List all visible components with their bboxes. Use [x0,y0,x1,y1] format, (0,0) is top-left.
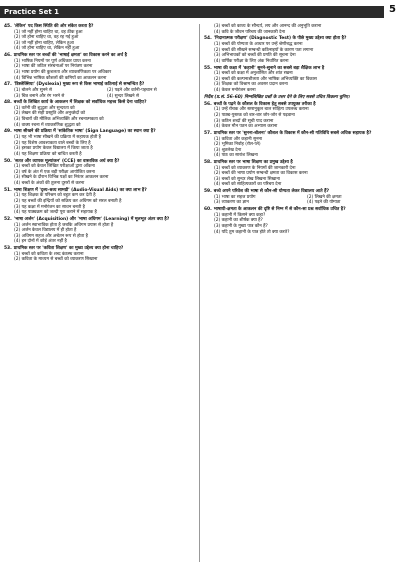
practice-set-label: Practice Set 1 [4,8,59,16]
option-list [204,24,396,35]
question-text: प्राथमिक स्तर पर भाषा शिक्षण का प्रमुख उद्देश्य है [213,160,293,166]
question-number: 59. [204,189,212,195]
question-text: 'लेकिन' पद किस स्थिति की ओर संकेत करता है? [13,24,94,29]
option-list [4,193,196,215]
answer-option: (2) बच्चों की सीखने सम्बन्धी कठिनाइयों के कारण पता लगाना [214,47,314,53]
answer-option: (4) बच्चों को साहित्यकारों का परिचय देना [214,182,282,188]
answer-option: (3) व्याकरण का ज्ञान [214,200,249,206]
answer-option: (4) यदि तुम कहानी के पात्र होते तो क्या करते? [214,229,290,235]
option-list [204,71,396,93]
answer-option: (1) बच्चों को केवल लिखित परीक्षाओं द्वारा आँकना [14,164,95,170]
answer-option: (4) विभिन्न भाषिक कौशलों की कमियों का आकलन करना [14,75,107,81]
answer-option: (3) जो नहीं होना चाहिए, लेकिन हुआ [14,40,74,46]
question-item [4,246,196,263]
question-number: 49. [4,129,12,135]
answer-option: (1) जो नहीं होना चाहिए था, वह ठीक हुआ [14,29,83,35]
question-text: 'भाषा अर्जन' (Acquisition) और 'भाषा अधिगम' (Learning) में मूलभूत अंतर क्या है? [13,216,170,222]
answer-option: (4) वार्षिक परीक्षा के लिए अंक निर्धारित करना [214,58,289,64]
answer-option: (2) बच्चों की कल्पनाशीलता और भाषिक अभिव्यक्ति का विकास [214,76,317,82]
answer-option: (1) बच्चों को कक्षा में अनुशासित और शांत रखना [214,71,293,77]
answer-option: (2) कहानी का शीर्षक क्या है? [214,218,263,224]
option-list [4,223,196,245]
question-text: 'डिस्लेक्सिया' (Dyslexia) मुख्य रूप से किस भाषाई कठिनाई से सम्बन्धित है? [13,82,145,88]
question-text: भाषायी-क्षमता के आकलन की दृष्टि से निम्न में से कौन-सा प्रश्न सर्वाधिक उचित है? [213,207,346,213]
right-column [204,24,396,236]
question-item [204,189,396,206]
answer-option: (2) पाठ्य-पुस्तक को बार-बार जोर-जोर से पढ़वाना [214,112,295,118]
page-header [0,0,400,20]
answer-option: (1) यह भी भाषा सीखने की प्रक्रिया में सहायक होती है [14,135,101,141]
answer-option: (3) बच्चों को काव्य के सौन्दर्य, लय और आनन्द की अनुभूति कराना [214,24,322,29]
question-item [4,188,196,216]
question-number: 60. [204,207,212,213]
question-item [204,24,396,35]
answer-option: (1) बच्चों को कविता के शब्द कंठस्थ कराना [14,251,84,257]
question-stem [204,131,396,137]
question-number: 54. [204,36,212,42]
question-item [204,131,396,159]
answer-option: (3) भाषा प्रयोग की कुशलता और व्याकरणिकता पर अधिकार [14,69,112,75]
answer-option: (3) यह कक्षा में मनोरंजन का साधन बनती है [14,204,85,210]
option-list [4,252,196,263]
answer-option: (4) यह पाठ्यक्रम को जल्दी पूरा कराने में सहायक है [14,210,97,216]
answer-option: (1) कहानी में किसने क्या कहा? [214,212,266,218]
answer-option: (3) कहानी के मुख्य पात्र कौन हैं? [214,224,268,229]
option-list [204,107,396,129]
question-item [204,207,396,235]
question-number: 55. [204,65,212,71]
column-divider [199,24,200,562]
question-number: 51. [4,187,12,193]
answer-option: (2) जो होना चाहिए था, वह रह गई हुआ [14,35,79,41]
question-item [4,217,196,245]
question-number: 47. [4,82,12,88]
question-item [204,66,396,94]
answer-option: (1) अर्जन स्वाभाविक होता है जबकि अधिगम प्रयास से होता है [14,222,114,228]
answer-option: (1) बच्चों को व्याकरण के नियमों की जानकारी देना [214,165,296,171]
option-list [204,213,396,235]
option-list [4,106,196,128]
answer-option: (3) अभिभावकों को बच्चों की प्रगति की सूचना देना [214,53,296,59]
option-list [4,164,196,186]
answer-option: (1) कविता और कहानी सुनना [214,136,263,142]
answer-option: (3) इसका प्रयोग केवल विद्यालय में किया जाता है [14,146,93,152]
section-instruction: निर्देश (प्र.सं. 56-60) निम्नलिखित प्रश्नों के उत्तर देने के लिए सबसे उचित विकल्प चुनिए। [204,94,350,100]
answer-option: (4) कवि के जीवन परिचय की जानकारी देना [214,29,286,35]
answer-option: (3) श्रुतलेख देना [214,147,242,153]
answer-option: (2) भूमिका निर्वाह (रोल-प्ले) [214,142,261,148]
option-list [4,30,196,52]
option-list [4,59,196,81]
answer-option: (3) चित्र बनाने और रंग भरने से [14,93,65,99]
answer-option: (2) कविता के माध्यम से बच्चों को व्याकरण सिखाना [14,257,98,263]
answer-option: (1) यह शिक्षक के परिश्रम को बहुत कम कर देती है [14,193,96,199]
answer-option: (2) पढ़ने और वर्तनी-पहचान से [107,87,157,93]
answer-option: (3) सीखने के दौरान विभिन्न पक्षों का निरंतर आकलन करना [14,175,109,181]
question-text: बच्चों के लिखित कार्य के आकलन में शिक्षक को सर्वाधिक महत्त्व किसे देना चाहिए? [13,100,147,106]
question-number: 57. [204,130,212,136]
option-list [204,42,396,64]
question-item [4,24,196,52]
answer-option: (3) बच्चों को सुन्दर लेख लिखना सिखाना [214,176,280,182]
question-number: 52. [4,216,12,222]
answer-option: (4) सुन्दर लिखने से [107,93,139,99]
answer-option: (4) वाक्य रचना में व्याकरणिक शुद्धता को [14,122,81,128]
question-text: बच्चे अपने परिवेश की भाषा से कौन-सी योग्यता लेकर विद्यालय आते हैं? [213,189,330,195]
answer-option: (4) बच्चों के अंकों की तुलना दूसरों से करना [14,180,85,186]
question-number: 56. [204,101,212,107]
question-number: 53. [4,246,12,252]
answer-option: (1) उन्हें रोचक और स्तरानुकूल बाल साहित्य उपलब्ध कराना [214,107,309,113]
question-number: 46. [4,53,12,59]
answer-option: (4) पढ़ने की योग्यता [307,200,341,206]
question-number: 50. [4,158,12,164]
page-number: 5 [389,4,396,15]
answer-option: (1) भाषा का सहज प्रयोग [214,194,256,200]
answer-option: (4) जो होना चाहिए था, लेकिन नहीं हुआ [14,46,80,52]
option-list [4,88,196,99]
left-column [4,24,196,264]
answer-option: (3) विचारों की मौलिक अभिव्यक्ति और रचनात्मकता को [14,117,104,123]
answer-option: (4) पाठ का सारांश लिखना [214,153,258,159]
answer-option: (2) बच्चों की भाषा प्रयोग सम्बन्धी क्षमता का विकास करना [214,171,308,177]
answer-option: (2) भाषा की जटिल संरचनाओं पर नियंत्रण करना [14,64,93,70]
question-text: बच्चों के पढ़ने के कौशल के विकास हेतु सबसे उपयुक्त तरीका है [213,101,316,107]
question-item [4,100,196,128]
question-item [204,36,396,64]
answer-option: (4) केवल मनोरंजन करना [214,87,256,93]
question-text: भाषा शिक्षण में 'दृश्य-श्रव्य सामग्री' (Audio-Visual Aids) का क्या लाभ है? [13,187,147,193]
answer-option: (3) कठिन शब्दों की सूची याद कराना [214,118,274,124]
question-stem [4,217,196,223]
question-item [4,82,196,99]
answer-option: (4) यह शिक्षण प्रक्रिया को बाधित करती है [14,151,82,157]
question-item [4,53,196,81]
answer-option: (3) अधिगम सहज और अचेतन रूप से होता है [14,233,88,239]
answer-option: (1) बच्चों की योग्यता के आधार पर उन्हें श्रेणीबद्ध करना [214,41,303,47]
option-list [204,166,396,188]
question-text: प्राथमिक स्तर पर बच्चों की 'भाषाई क्षमता' का विकास करने का अर्थ है [13,53,127,59]
option-list [204,137,396,159]
answer-option: (1) वर्तनी की शुद्धता और सुन्दरता को [14,105,75,111]
answer-option: (2) यह बच्चों की इन्द्रियों को सक्रिय कर अधिगम को सरल बनाती है [14,198,122,204]
answer-option: (2) अर्जन केवल विद्यालय में ही होता है [14,228,77,234]
answer-option: (3) शिक्षक को विश्राम का अवसर प्रदान करना [214,82,288,88]
question-text: भाषा की कक्षा में 'कहानी' सुनने-सुनाने का सबसे बड़ा शैक्षिक लाभ है [213,65,325,71]
question-item [204,102,396,130]
question-number: 48. [4,100,12,106]
answer-option: (2) यह विशेष आवश्यकता वाले बच्चों के लिए है [14,140,91,146]
answer-option: (4) केवल मौन पठन का अभ्यास कराना [214,124,278,130]
answer-option: (2) लिखने की क्षमता [307,194,342,200]
answer-option: (1) बोलने और सुनने से [14,87,52,93]
answer-option: (4) इन दोनों में कोई अंतर नहीं है [14,239,67,245]
answer-option: (2) लेखन की सही प्रस्तुति और अनुच्छेदों को [14,111,86,117]
option-list [204,195,396,206]
question-item [204,160,396,188]
answer-option: (1) भाषिक नियमों पर पूर्ण अधिकार प्राप्त करना [14,58,91,64]
option-list [4,135,196,157]
question-number: 45. [4,24,12,29]
question-text: 'सतत और व्यापक मूल्यांकन' (CCE) का वास्तविक अर्थ क्या है? [13,158,120,164]
question-text: प्राथमिक स्तर पर 'सुनना-बोलना' कौशल के विकास में कौन-सी गतिविधि सबसे अधिक सहायक है? [213,130,372,136]
question-item [4,159,196,187]
question-text: प्राथमिक स्तर पर 'कविता शिक्षण' का मुख्य उद्देश्य क्या होना चाहिए? [13,246,124,252]
question-text: भाषा सीखने की प्रक्रिया में 'सांकेतिक भाषा' (Sign Language) का स्थान क्या है? [13,129,156,135]
question-number: 58. [204,160,212,166]
answer-option: (2) वर्ष के अंत में एक बड़ी परीक्षा आयोजित करना [14,169,95,175]
question-item [4,129,196,157]
question-text: 'निदानात्मक परीक्षण' (Diagnostic Test) के पीछे मुख्य उद्देश्य क्या होता है? [213,36,347,42]
